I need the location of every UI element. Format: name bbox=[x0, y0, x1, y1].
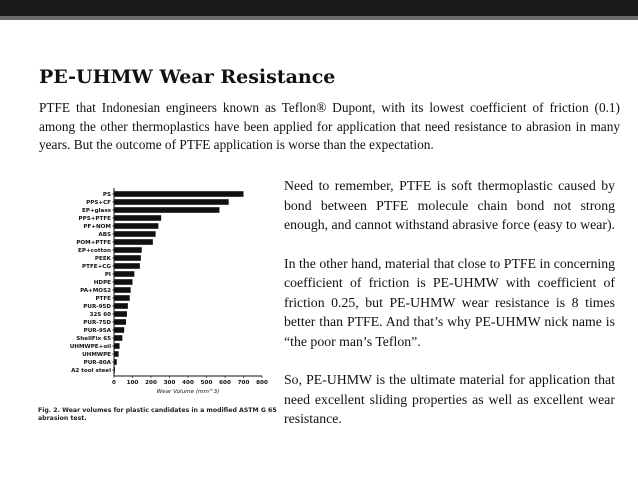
x-tick-label: 800 bbox=[256, 380, 268, 386]
category-label: PPS+PTFE bbox=[78, 215, 111, 222]
category-label: PUR-95A bbox=[83, 327, 111, 334]
x-tick-label: 300 bbox=[163, 380, 176, 386]
bar bbox=[114, 271, 134, 277]
bar bbox=[114, 303, 128, 309]
bar bbox=[114, 199, 229, 205]
bar bbox=[114, 351, 119, 357]
bar bbox=[114, 231, 156, 237]
bar bbox=[114, 367, 115, 373]
paragraph-ptfe-soft: Need to remember, PTFE is soft thermoplastic caused by bond between PTFE molecule chain bond not strong enough, and cannot withstand abrasive force (easy to wear). bbox=[284, 178, 615, 232]
category-label: POM+PTFE bbox=[76, 239, 111, 246]
bar bbox=[114, 247, 142, 253]
category-label: PS bbox=[102, 191, 111, 198]
top-band bbox=[0, 0, 638, 20]
bar bbox=[114, 191, 244, 197]
wear-volume-figure bbox=[38, 184, 284, 446]
figure-caption: Fig. 2. Wear volumes for plastic candidates in a modified ASTM G 65 abrasion test. bbox=[38, 407, 277, 422]
category-label: PUR-95D bbox=[83, 303, 111, 310]
bar bbox=[114, 215, 161, 221]
paragraph-pe-uhmw-comparison: In the other hand, material that close to PTFE in concerning coefficient of friction is PE-UHMW with coefficient of friction 0.25, but PE-UHMW wear resistance is 8 times better than PTFE. And that’s why PE-UHMW nick name is “the poor man’s Teflon”. bbox=[284, 255, 615, 349]
x-tick-label: 400 bbox=[182, 380, 194, 386]
x-tick-label: 500 bbox=[200, 380, 213, 386]
bar bbox=[114, 327, 124, 333]
right-column bbox=[284, 176, 615, 448]
bar bbox=[114, 311, 127, 317]
wear-volume-chart bbox=[38, 184, 284, 406]
bar bbox=[114, 287, 131, 293]
bar bbox=[114, 207, 219, 213]
top-band-stripe bbox=[0, 16, 638, 20]
category-label: HDPE bbox=[93, 279, 111, 286]
category-label: PUR-80A bbox=[83, 359, 111, 366]
category-label: UHMWPE+oil bbox=[69, 343, 111, 350]
bar bbox=[114, 279, 133, 285]
category-label: PI bbox=[104, 271, 111, 278]
x-tick-label: 200 bbox=[145, 380, 157, 386]
bar bbox=[114, 319, 126, 325]
category-label: PF+NOM bbox=[83, 223, 111, 230]
bar bbox=[114, 335, 122, 341]
bar bbox=[114, 223, 158, 229]
x-tick-label: 0 bbox=[112, 380, 116, 386]
category-label: A2 tool steel bbox=[71, 367, 111, 374]
x-axis-title: Wear Volume (mm^3) bbox=[156, 389, 220, 395]
category-label: PA+MOS2 bbox=[80, 287, 111, 294]
bar bbox=[114, 255, 141, 261]
category-label: UHMWPE bbox=[82, 351, 111, 358]
paragraph-conclusion: So, PE-UHMW is the ultimate material for application that need excellent sliding properties as well as excellent wear resistance. bbox=[284, 372, 615, 426]
slide-title: PE-UHMW Wear Resistance bbox=[39, 66, 336, 88]
category-label: PPS+CF bbox=[86, 199, 111, 206]
category-label: ShellFix 65 bbox=[76, 335, 111, 342]
bar bbox=[114, 239, 153, 245]
intro-paragraph: PTFE that Indonesian engineers known as Teflon® Dupont, with its lowest coefficient of friction (0.1) among the other thermoplastics have been applied for application that need resistance to abrasion in many years. But the outcome of PTFE application is worse than the expectation. bbox=[39, 100, 620, 152]
bar bbox=[114, 263, 140, 269]
category-label: PTFE+CG bbox=[82, 263, 111, 270]
bar bbox=[114, 343, 120, 349]
category-label: PTFE bbox=[95, 295, 111, 302]
category-label: PEEK bbox=[94, 255, 111, 262]
x-tick-label: 100 bbox=[126, 380, 139, 386]
x-tick-label: 600 bbox=[219, 380, 231, 386]
category-label: EP+glass bbox=[82, 207, 111, 214]
bar bbox=[114, 295, 130, 301]
category-label: 32S 60 bbox=[89, 311, 111, 318]
x-tick-label: 700 bbox=[237, 380, 250, 386]
bar bbox=[114, 359, 117, 365]
category-label: ABS bbox=[98, 231, 111, 238]
category-label: PUR-75D bbox=[83, 319, 111, 326]
category-label: EP+cotton bbox=[78, 247, 111, 254]
